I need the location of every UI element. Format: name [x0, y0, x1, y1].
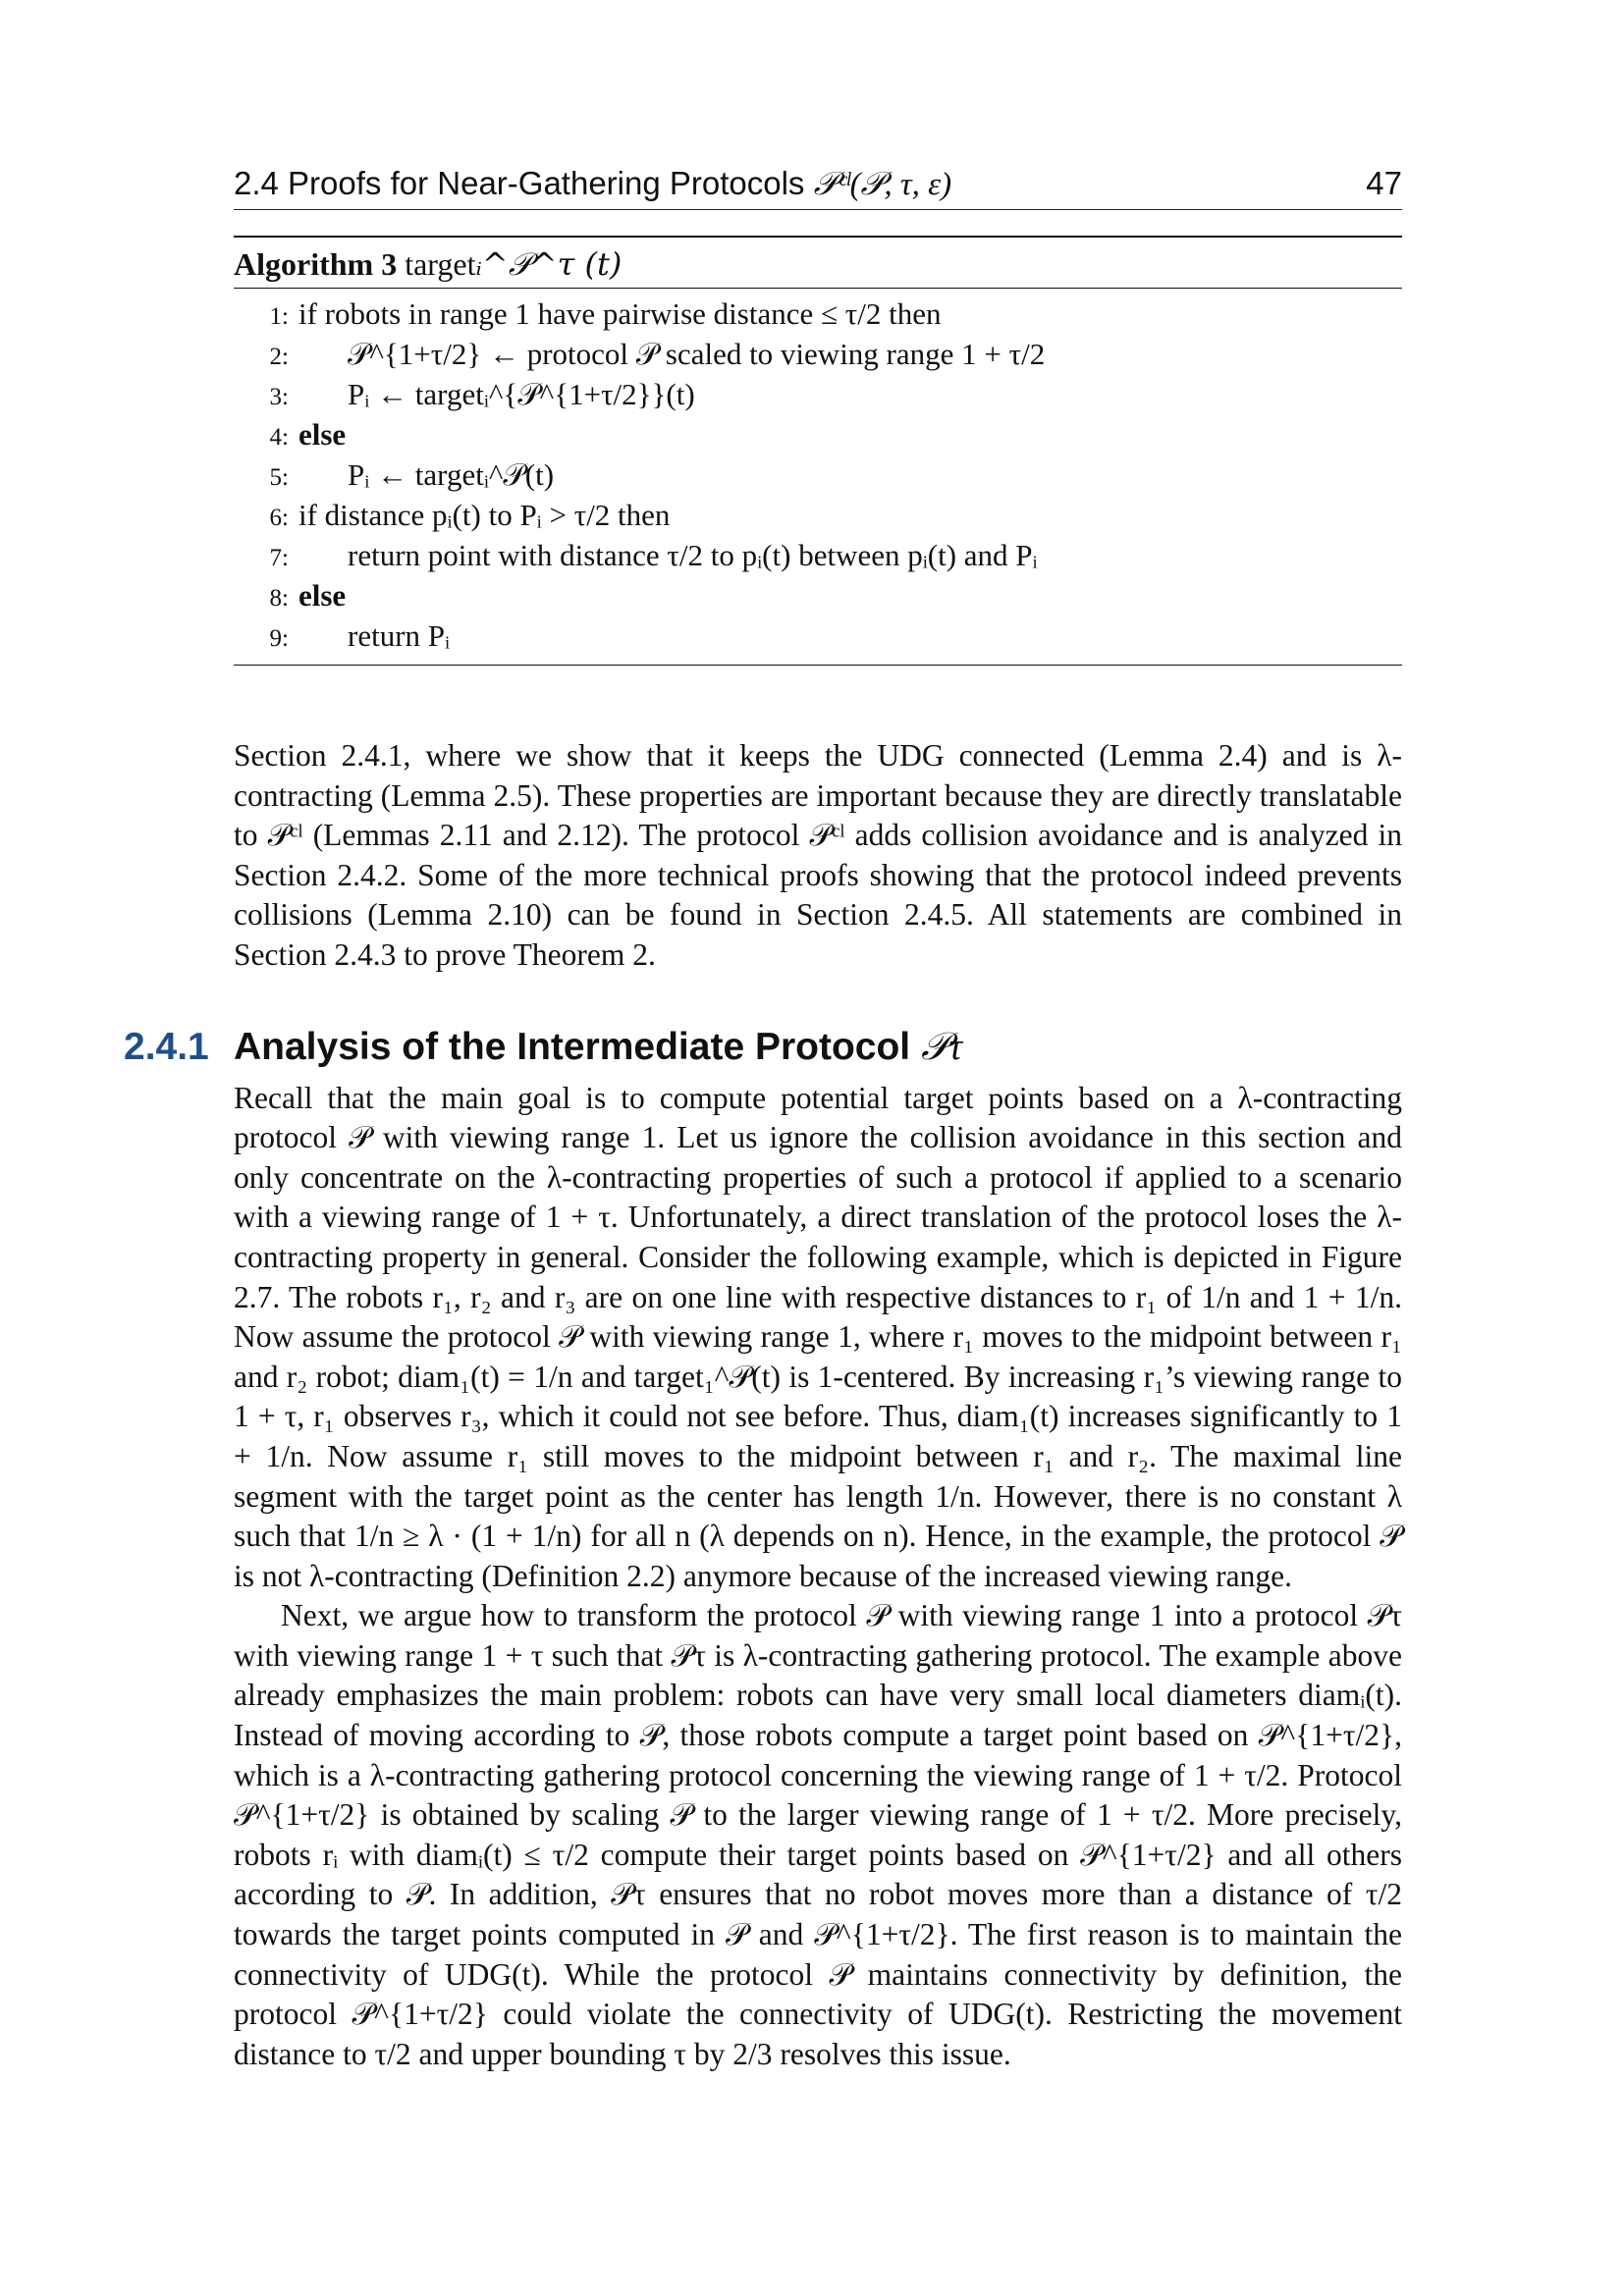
algorithm-line	[234, 337, 1402, 377]
line-number: 2:	[269, 344, 289, 370]
line-number: 9:	[269, 625, 289, 652]
page-number: 47	[1366, 165, 1402, 201]
line-code: else	[298, 417, 347, 452]
body-paragraph: Next, we argue how to transform the protocol 𝒫 with viewing range 1 into a protocol 𝒫τ with viewing range 1 + τ such that 𝒫τ is λ-contracting gathering protocol. The example above already emphasizes the main problem: robots can have very small local diameters diamᵢ(t). Instead of moving according to 𝒫, those robots compute a target point based on 𝒫^{1+τ/2}, which is a λ-contracting gathering protocol concerning the viewing range of 1 + τ/2. Protocol 𝒫^{1+τ/2} is obtained by scaling 𝒫 to the larger viewing range of 1 + τ/2. More precisely, robots rᵢ with diamᵢ(t) ≤ τ/2 compute their target points based on 𝒫^{1+τ/2} and all others according to 𝒫. In addition, 𝒫τ ensures that no robot moves more than a distance of τ/2 towards the target points computed in 𝒫 and 𝒫^{1+τ/2}. The first reason is to maintain the connectivity of UDG(t). While the protocol 𝒫 maintains connectivity by definition, the protocol 𝒫^{1+τ/2} could violate the connectivity of UDG(t). Restricting the movement distance to τ/2 and upper bounding τ by 2/3 resolves this issue.	[234, 1598, 1402, 2071]
algorithm-caption-math: ᵢ^𝒫^τ (t)	[475, 245, 623, 283]
algorithm-line	[234, 417, 1402, 457]
running-head-math: 𝒫ᶜˡ(𝒫, τ, ε)	[813, 167, 952, 202]
body-paragraph: Recall that the main goal is to compute potential target points based on a λ-contracting protocol 𝒫 with viewing range 1. Let us ignore the collision avoidance in this section and only concentrate on the λ-contracting properties of such a protocol if applied to a scenario with a viewing range of 1 + τ. Unfortunately, a direct translation of the protocol loses the λ-contracting property in general. Consider the following example, which is depicted in Figure 2.7. The robots r₁, r₂ and r₃ are on one line with respective distances to r₁ of 1/n and 1 + 1/n. Now assume the protocol 𝒫 with viewing range 1, where r₁ moves to the midpoint between r₁ and r₂ robot; diam₁(t) = 1/n and target₁^𝒫(t) is 1-centered. By increasing r₁’s viewing range to 1 + τ, r₁ observes r₃, which it could not see before. Thus, diam₁(t) increases significantly to 1 + 1/n. Now assume r₁ still moves to the midpoint between r₁ and r₂. The maximal line segment with the target point as the center has length 1/n. However, there is no constant λ such that 1/n ≥ λ · (1 + 1/n) for all n (λ depends on n). Hence, in the example, the protocol 𝒫 is not λ-contracting (Definition 2.2) anymore because of the increased viewing range.	[234, 1080, 1402, 1593]
algorithm-line	[234, 618, 1402, 659]
algorithm-line	[234, 538, 1402, 578]
line-number: 6:	[269, 505, 289, 531]
algorithm-caption	[234, 238, 1402, 289]
section-title-math: 𝒫τ	[920, 1025, 963, 1068]
line-code: return point with distance τ/2 to pᵢ(t) between pᵢ(t) and Pᵢ	[348, 538, 1038, 572]
algorithm-label: Algorithm 3	[234, 246, 398, 282]
algorithm-name: target	[405, 246, 476, 282]
line-number: 4:	[269, 424, 289, 451]
line-number: 8:	[269, 585, 289, 612]
algorithm-line	[234, 498, 1402, 538]
line-number: 7:	[269, 545, 289, 571]
algorithm-line	[234, 296, 1402, 337]
line-number: 5:	[269, 464, 289, 491]
algorithm-line	[234, 457, 1402, 498]
line-number: 1:	[269, 303, 289, 330]
algorithm-lines	[234, 289, 1402, 665]
line-code: 𝒫^{1+τ/2} ← protocol 𝒫 scaled to viewing range 1 + τ/2	[348, 337, 1046, 371]
algorithm-line	[234, 578, 1402, 618]
line-code: if distance pᵢ(t) to Pᵢ > τ/2 then	[298, 498, 671, 532]
section-title: Analysis of the Intermediate Protocol 𝒫τ	[234, 1025, 963, 1068]
section-heading	[124, 1025, 1402, 1069]
algorithm-box	[234, 236, 1402, 666]
line-code: return Pᵢ	[348, 618, 451, 653]
page	[124, 165, 1402, 2074]
intro-paragraph: Section 2.4.1, where we show that it keeps the UDG connected (Lemma 2.4) and is λ-contracting (Lemma 2.5). These properties are important because they are directly translatable to 𝒫ᶜˡ (Lemmas 2.11 and 2.12). The protocol 𝒫ᶜˡ adds collision avoidance and is analyzed in Section 2.4.2. Some of the more technical proofs showing that the protocol indeed prevents collisions (Lemma 2.10) can be found in Section 2.4.5. All statements are combined in Section 2.4.3 to prove Theorem 2.	[234, 738, 1402, 972]
line-code: if robots in range 1 have pairwise distance ≤ τ/2 then	[298, 296, 942, 331]
line-code: Pᵢ ← targetᵢ^𝒫(t)	[348, 457, 555, 492]
running-head	[234, 165, 1402, 210]
line-code: else	[298, 578, 347, 613]
section-number: 2.4.1	[124, 1025, 209, 1068]
line-number: 3:	[269, 384, 289, 410]
algorithm-line	[234, 377, 1402, 417]
running-head-title: 2.4 Proofs for Near-Gathering Protocols 𝒫ᶜˡ(𝒫, τ, ε)	[234, 165, 952, 202]
line-code: Pᵢ ← targetᵢ^{𝒫^{1+τ/2}}(t)	[348, 377, 695, 411]
